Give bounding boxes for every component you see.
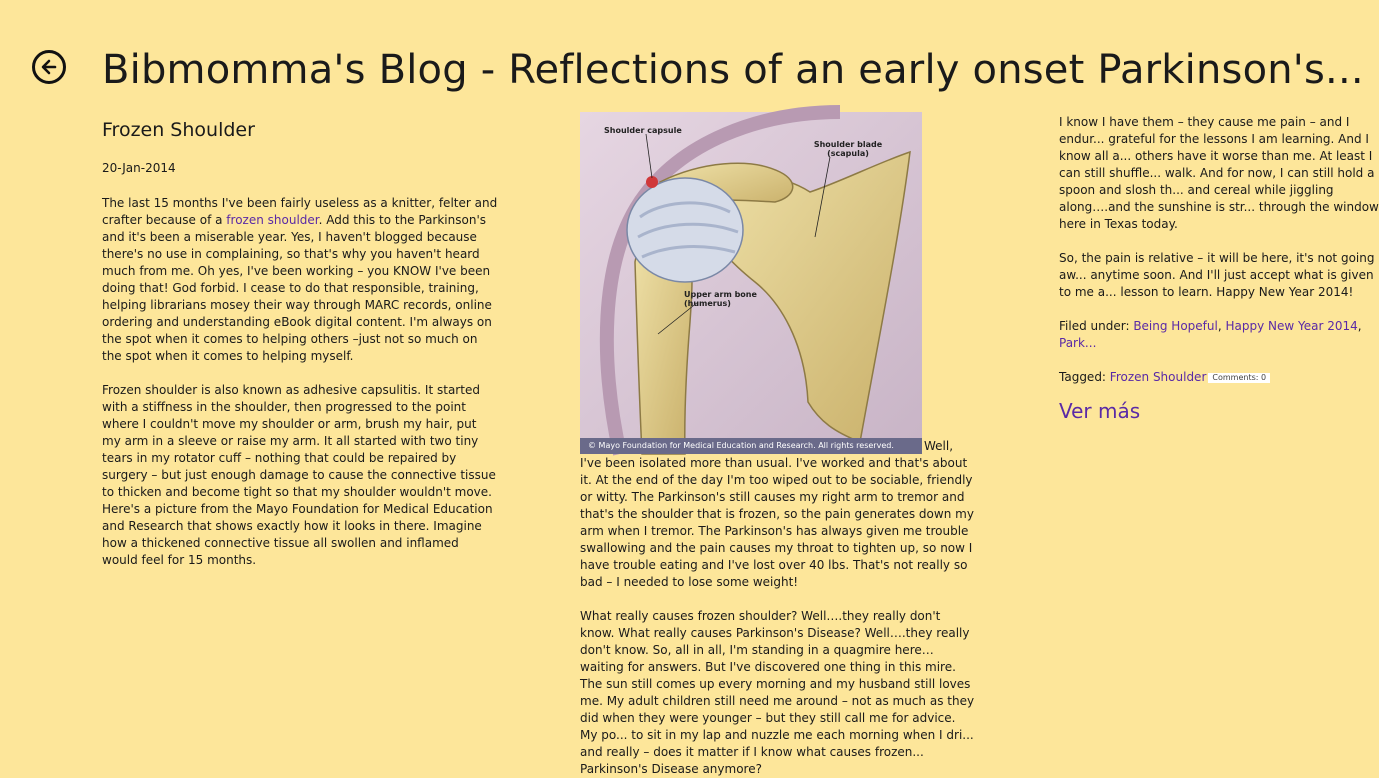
category-link-1[interactable]: Being Hopeful	[1133, 319, 1218, 333]
paragraph-2: Frozen shoulder is also known as adhesive capsulitis. It started with a stiffness in the shoulder, then progressed to the point where I couldn't move my shoulder or arm, brush my hair, put my arm in a sleeve or raise my arm. It all started with two tiny tears in my rotator cuff – nothing that could be repaired by surgery – but just enough damage to cause the connective tissue to thicken and become tight so that my shoulder wouldn't move. Here's a picture from the Mayo Foundation for Medical Education and Research that shows exactly how it looks in there. Imagine how a thickened connective tissue all swollen and inflamed would feel for 15 months.	[102, 383, 496, 567]
tag-link[interactable]: Frozen Shoulder	[1109, 370, 1207, 384]
article-column-1	[102, 112, 498, 768]
paragraph-6: So, the pain is relative – it will be here, it's not going aw... anytime soon. And I'll just accept what is given to me a... lesson to learn. Happy New Year 2014!	[1059, 251, 1375, 299]
paragraph-1-text-b: . Add this to the Parkinson's and it's been a miserable year. Yes, I haven't blogged because there's no use in complaining, so that's why you haven't heard much from me. Oh yes, I've been working – you KNOW I've been doing that! God forbid. I cease to do that responsible, training, helping librarians mosey their way through MARC records, online ordering and understanding eBook digital content. I'm always on the spot when it comes to helping others –just not so much on the spot when it comes to helping myself.	[102, 213, 492, 363]
label-shoulder-blade: Shoulder blade (scapula)	[813, 140, 883, 158]
tagged	[1059, 369, 1379, 386]
paragraph-1-text-a: The last 15 months I've been fairly useless as a knitter, felter and crafter because of a	[102, 196, 498, 227]
post-date: 20-Jan-2014	[102, 161, 176, 175]
filed-under-label: Filed under:	[1059, 319, 1134, 333]
image-caption: © Mayo Foundation for Medical Education and Research. All rights reserved.	[580, 438, 922, 454]
shoulder-anatomy-image	[580, 112, 922, 454]
article-column-2	[580, 112, 976, 776]
comments-count[interactable]: Comments: 0	[1208, 373, 1270, 383]
filed-under: Filed under: Being Hopeful, Happy New Year 2014, Park...	[1059, 319, 1362, 350]
article-column-3	[1059, 114, 1379, 770]
category-link-3[interactable]: Park...	[1059, 336, 1097, 350]
label-shoulder-capsule: Shoulder capsule	[604, 126, 682, 135]
frozen-shoulder-link[interactable]: frozen shoulder	[226, 213, 319, 227]
tagged-label: Tagged:	[1059, 370, 1110, 384]
ver-mas-link[interactable]: Ver más	[1059, 399, 1141, 423]
paragraph-4: What really causes frozen shoulder? Well….they really don't know. What really causes Parkinson's Disease? Well….they really don't know. So, all in all, I'm standing in a quagmire here…waiting for answers. But I've discovered one thing in this mire. The sun still comes up every morning and my husband still loves me. My adult children still need me around – not as much as they did when they were younger – but they still call me for advice. My po... to sit in my lap and nuzzle me each morning when I dri... and really – does it matter if I know what causes frozen... Parkinson's Disease anymore?	[580, 609, 975, 776]
back-button[interactable]	[32, 50, 66, 84]
back-arrow-icon	[40, 58, 58, 76]
category-link-2[interactable]: Happy New Year 2014	[1225, 319, 1358, 333]
page-title: Bibmomma's Blog - Reflections of an early onset Parkinson's...	[102, 47, 1364, 93]
label-upper-arm-bone: Upper arm bone (humerus)	[684, 290, 757, 308]
paragraph-1	[102, 195, 498, 365]
paragraph-5: I know I have them – they cause me pain – and I endur... grateful for the lessons I am learning. And I know all a... others have it worse than me. At least I can still shuffle... walk. And for now, I can still hold a spoon and slosh th... and cereal while jiggling along….and the sunshine is str... through the window here in Texas today.	[1059, 115, 1379, 231]
paragraph-3: Well, I've been isolated more than usual. I've worked and that's about it. At the end of the day I'm too wiped out to be sociable, friendly or witty. The Parkinson's still causes my right arm to tremor and that's the shoulder that is frozen, so the pain generates down my arm when I tremor. The Parkinson's has always given me trouble swallowing and the pain causes my throat to tighten up, so now I have trouble eating and I've lost over 40 lbs. That's not really so bad – I needed to lose some weight!	[580, 439, 974, 589]
post-title: Frozen Shoulder	[102, 119, 255, 141]
